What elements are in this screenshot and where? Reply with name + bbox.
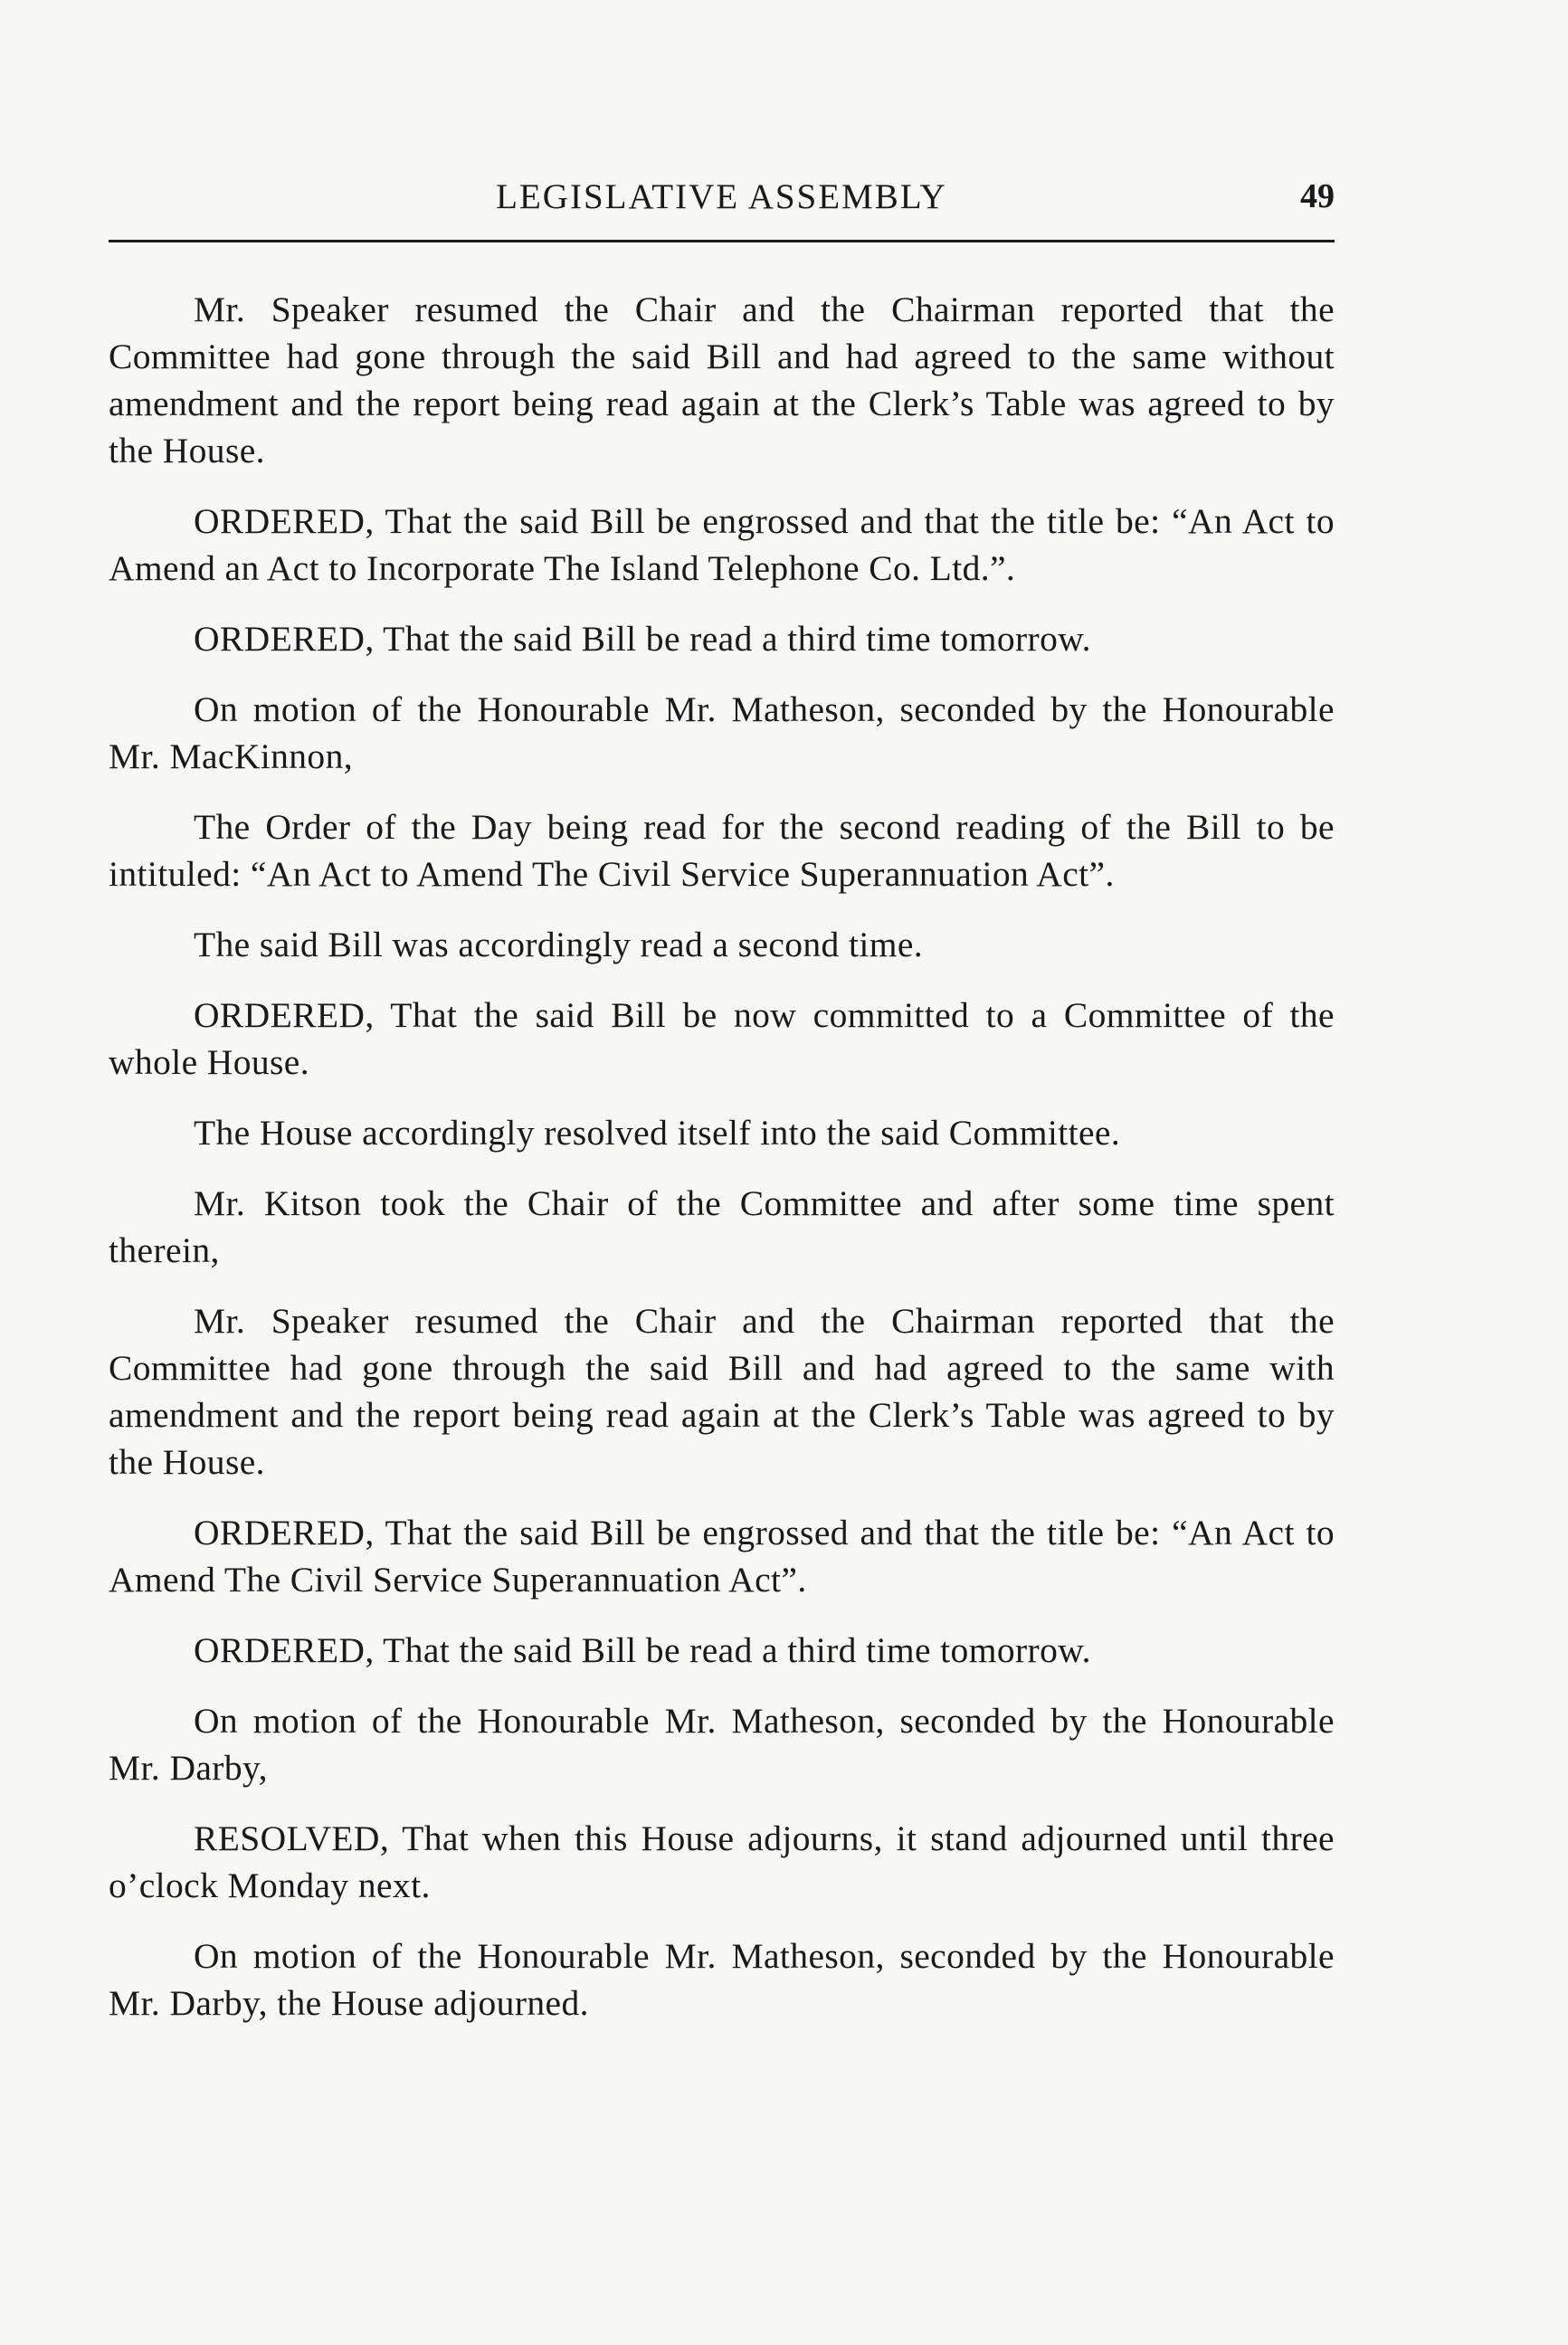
body-text (109, 286, 1335, 2027)
paragraph-speaker-resumed-1: Mr. Speaker resumed the Chair and the Chairman reported that the Committee had gone through the said Bill and had agreed to the same without amendment and the report being read again at the Clerk’s Table was agreed to by the House. (109, 290, 1335, 470)
paragraph-resolved-adjourn: RESOLVED, That when this House adjourns, it stand adjourned until three o’clock Monday next. (109, 1818, 1335, 1905)
paragraph-motion-1: On motion of the Honourable Mr. Matheson, seconded by the Honourable Mr. MacKinnon, (109, 689, 1335, 776)
paragraph-second-reading: The said Bill was accordingly read a second time. (194, 925, 924, 964)
paragraph-house-resolved: The House accordingly resolved itself into the said Committee. (194, 1113, 1121, 1153)
paragraph-motion-adjourned: On motion of the Honourable Mr. Matheson, seconded by the Honourable Mr. Darby, the House adjourned. (109, 1936, 1335, 2023)
paragraph-ordered-third-reading-1: ORDERED, That the said Bill be read a third time tomorrow. (194, 619, 1091, 659)
paragraph-kitson-chair: Mr. Kitson took the Chair of the Committee and after some time spent therein, (109, 1183, 1335, 1270)
paragraph-ordered-third-reading-2: ORDERED, That the said Bill be read a third time tomorrow. (194, 1630, 1091, 1670)
header-title: LEGISLATIVE ASSEMBLY (496, 177, 947, 216)
running-header (109, 176, 1335, 231)
document-page (109, 176, 1335, 2050)
paragraph-ordered-engrossed-1: ORDERED, That the said Bill be engrossed and that the title be: “An Act to Amend an Act to Incorporate The Island Telephone Co. Ltd.”. (109, 501, 1335, 588)
paragraph-motion-2: On motion of the Honourable Mr. Matheson, seconded by the Honourable Mr. Darby, (109, 1701, 1335, 1788)
header-rule (109, 240, 1335, 242)
paragraph-ordered-engrossed-2: ORDERED, That the said Bill be engrossed and that the title be: “An Act to Amend The Civil Service Superannuation Act”. (109, 1513, 1335, 1600)
paragraph-order-of-day: The Order of the Day being read for the second reading of the Bill to be intituled: “An Act to Amend The Civil Service Superannuation Act”. (109, 807, 1335, 894)
paragraph-ordered-committed: ORDERED, That the said Bill be now committed to a Committee of the whole House. (109, 995, 1335, 1082)
paragraph-speaker-resumed-2: Mr. Speaker resumed the Chair and the Chairman reported that the Committee had gone through the said Bill and had agreed to the same with amendment and the report being read again at the Clerk’s Table was agreed to by the House. (109, 1301, 1335, 1482)
page-number: 49 (1300, 177, 1335, 215)
